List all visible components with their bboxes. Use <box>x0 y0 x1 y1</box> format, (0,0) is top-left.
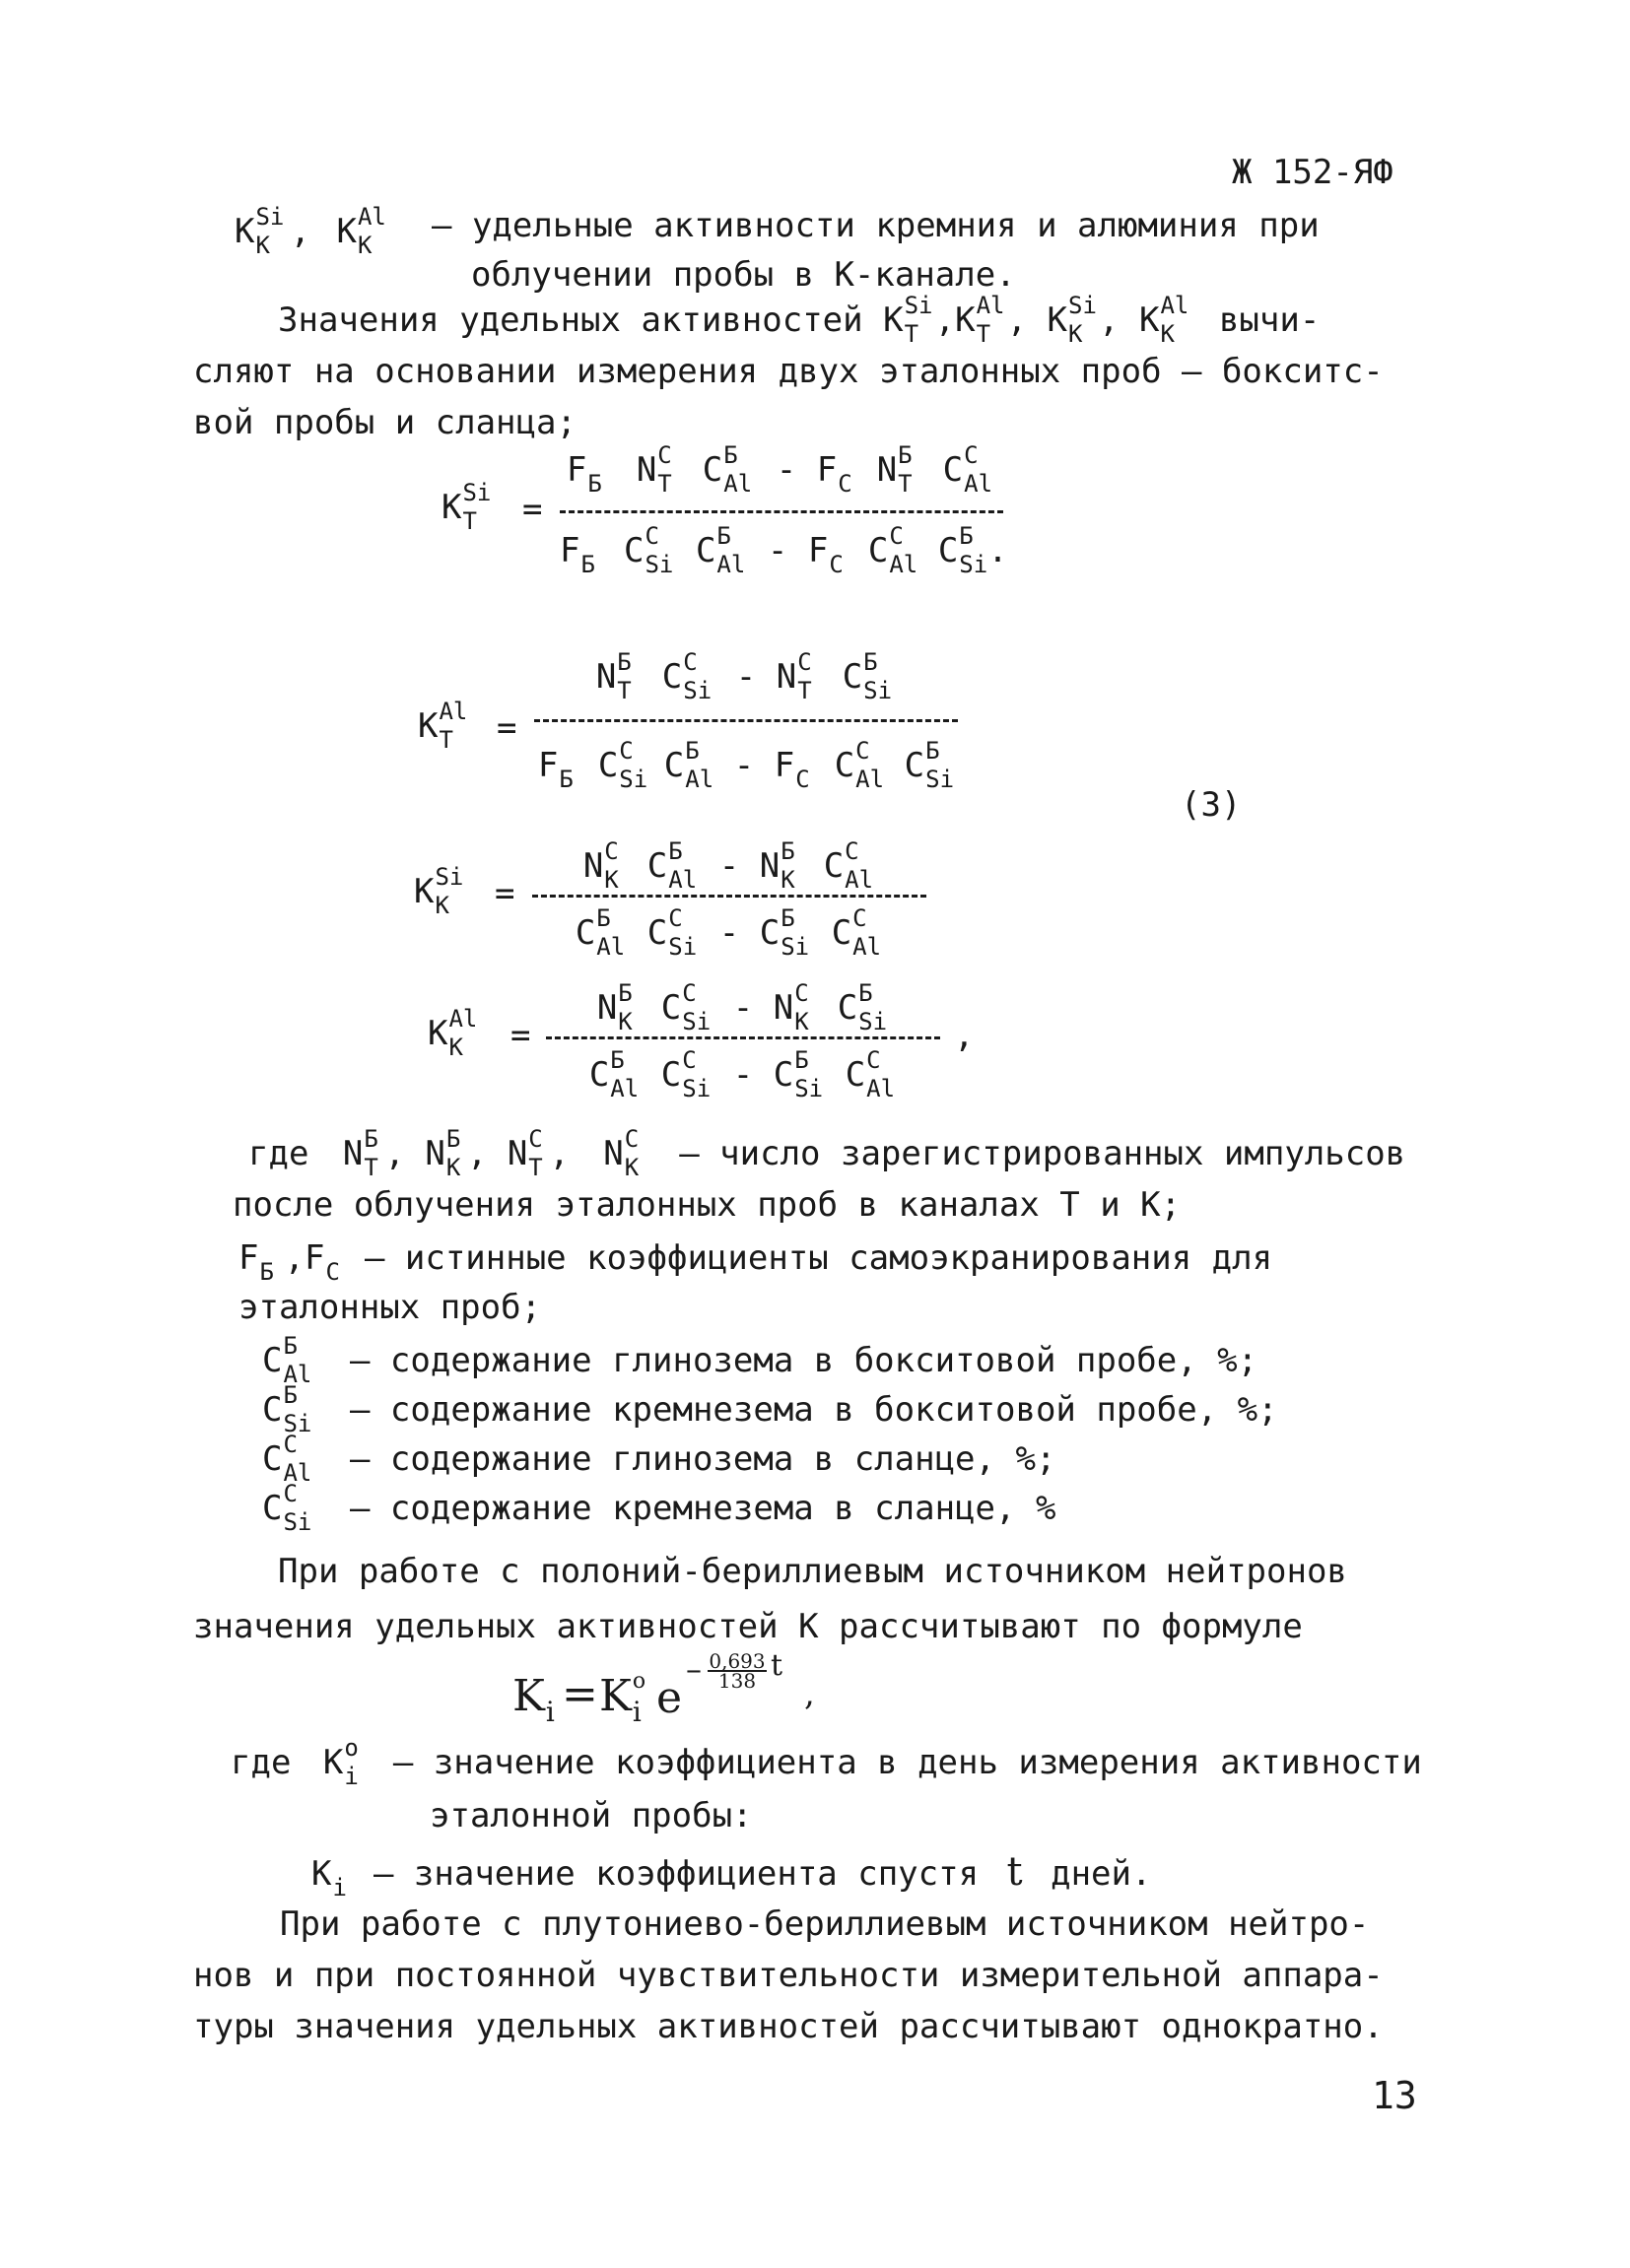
kk-definition-line-1: – удельные активности кремния и алюминия при <box>432 206 1320 245</box>
formula-kt-al: K Al T = N Б T C C Si - N C T C Б Si F Б C C Si C Б Al - F C C C Al C Б Si <box>418 648 1009 806</box>
symbol-kk-pair: K Si K , K Al K <box>235 202 386 259</box>
equation-number: (3) <box>1181 785 1242 825</box>
f-definition-line-1: F Б ,F C – истинные коэффициенты самоэкранирования для <box>238 1238 1273 1286</box>
formula-kt-al-denominator: F Б C C Si C Б Al - F C C C Al C Б Si <box>537 736 955 793</box>
formula-kk-si: K Si K = N C K C Б Al - N Б K C C Al C Б Al C C Si - C Б Si C C Al <box>414 835 966 966</box>
f-definition-line-2: эталонных проб; <box>238 1288 542 1327</box>
page-number: 13 <box>1372 2074 1417 2117</box>
paragraph-3-line-1: При работе с плутониево-бериллиевым источником нейтро- <box>280 1904 1370 1944</box>
formula-kk-al-denominator: C Б Al C C Si - C Б Si C C Al <box>588 1045 896 1102</box>
formula-decay: K i = K o i e – 0,693 138 t , <box>512 1648 815 1729</box>
content-item-c-si-b: C Б Si – содержание кремнезема в бокситовой пробе, %; <box>262 1380 1278 1437</box>
formula-kt-si-numerator: F Б N C T C Б Al - F C N Б T C C Al <box>566 440 993 498</box>
formula-kk-al: K Al K = N Б K C C Si - N C K C Б Si C Б Al C C Si - C Б Si C C Al , <box>428 977 1019 1107</box>
formula-kt-al-lhs: K Al T <box>418 697 468 754</box>
formula-kk-si-numerator: N C K C Б Al - N Б K C C Al <box>582 836 874 894</box>
formula-kk-si-denominator: C Б Al C C Si - C Б Si C C Al <box>575 903 882 961</box>
formula-kt-si-lhs: K Si T <box>441 478 492 535</box>
paragraph-1-line-1: Значения удельных активностей K Si T ,K Al T , K Si K , K Al K вычи- <box>278 291 1321 348</box>
paragraph-1-line-2: сляют на основании измерения двух эталонных проб – бокситс- <box>193 352 1384 391</box>
ki0-definition-line-2: эталонной пробы: <box>430 1796 753 1835</box>
content-item-c-al-b: C Б Al – содержание глинозема в бокситовой пробе, %; <box>262 1331 1258 1388</box>
formula-kk-si-lhs: K Si K <box>414 862 464 919</box>
paragraph-2-line-2: значения удельных активностей К рассчитывают по формуле <box>193 1607 1303 1646</box>
formula-kk-al-bar <box>546 1036 940 1039</box>
where-n-line-1: где N Б T , N Б K , N C T , N C K – число зарегистрированных импульсов <box>248 1124 1406 1181</box>
formula-kt-al-numerator: N Б T C C Si - N C T C Б Si <box>595 647 893 704</box>
formula-kt-al-bar <box>534 719 958 722</box>
ki0-definition-line-1: где K o i – значение коэффициента в день измерения активности <box>231 1733 1422 1790</box>
paragraph-2-line-1: При работе с полоний-бериллиевым источником нейтронов <box>278 1552 1347 1591</box>
formula-kt-si-bar <box>560 510 1003 513</box>
content-item-c-al-c: C C Al – содержание глинозема в сланце, %; <box>262 1430 1056 1487</box>
formula-kk-si-bar <box>532 895 926 898</box>
formula-kt-si-denominator: F Б C C Si C Б Al - F C C C Al C Б Si . <box>560 521 1008 578</box>
content-item-c-si-c: C C Si – содержание кремнезема в сланце, % <box>262 1479 1056 1536</box>
formula-kt-si-fraction <box>560 440 1008 591</box>
paragraph-3-line-3: туры значения удельных активностей рассчитывают однократно. <box>193 2007 1384 2046</box>
formula-decay-exponent: 0,693 138 <box>709 1649 766 1693</box>
formula-kk-si-fraction <box>532 835 926 966</box>
document-number: Ж 152-ЯФ <box>1232 153 1393 192</box>
formula-kt-si: K Si T = F Б N C T C Б Al - F C N Б T C C Al F Б C C Si C Б Al - F C C C Al C Б Si . <box>441 453 1033 591</box>
kk-definition-line-2: облучении пробы в К-канале. <box>471 255 1016 295</box>
formula-kk-al-fraction <box>546 977 940 1107</box>
ki-definition: K i – значение коэффициента спустя t дней. <box>311 1849 1152 1901</box>
formula-kt-al-fraction <box>534 648 958 806</box>
paragraph-3-line-2: нов и при постоянной чувствительности измерительной аппара- <box>193 1956 1384 1995</box>
formula-kk-al-lhs: K Al K <box>428 1004 478 1061</box>
paragraph-1-line-3: вой пробы и сланца; <box>193 403 577 442</box>
formula-kk-al-numerator: N Б K C C Si - N C K C Б Si <box>596 978 888 1035</box>
where-n-line-2: после облучения эталонных проб в каналах Т и К; <box>233 1185 1182 1225</box>
